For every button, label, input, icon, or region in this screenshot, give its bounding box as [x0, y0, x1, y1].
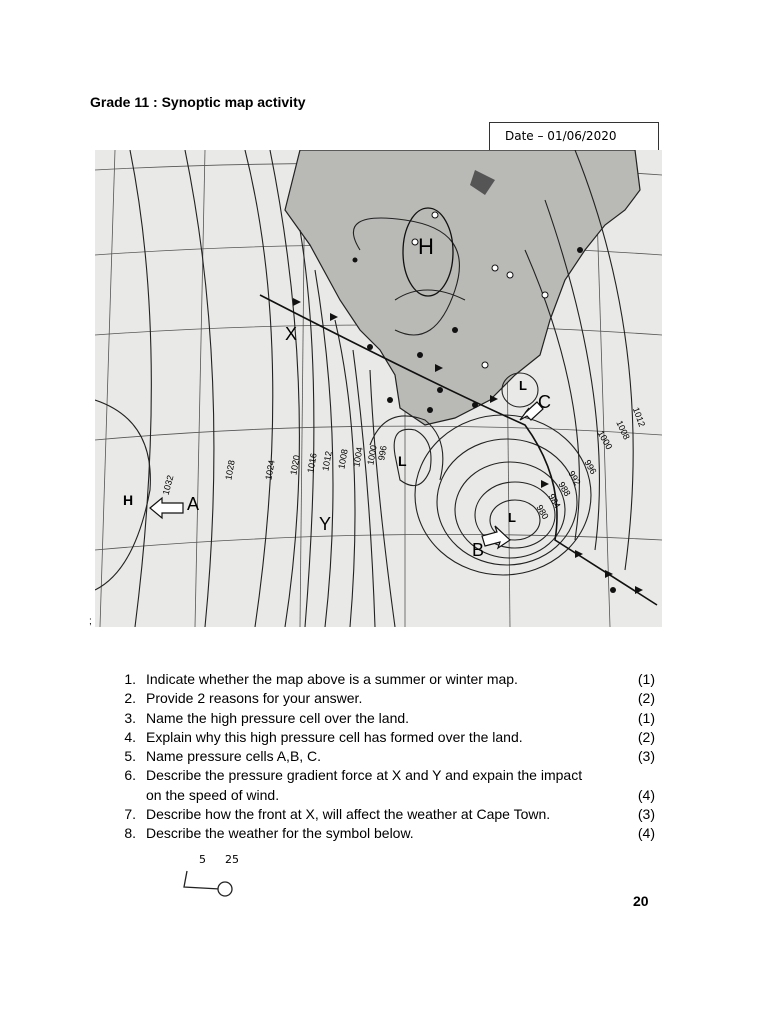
- page-title: Grade 11 : Synoptic map activity: [90, 94, 306, 110]
- question-item: [110, 670, 655, 689]
- isobar-label: 996: [376, 444, 389, 462]
- question-text-continued: on the speed of wind.: [146, 786, 280, 803]
- isobar-label: 1024: [263, 459, 277, 481]
- question-marks: (4): [637, 786, 655, 803]
- synoptic-map-drawing: [95, 150, 662, 627]
- question-number: 8.: [124, 825, 136, 842]
- question-number: 6.: [124, 767, 136, 784]
- isobar-label: 1016: [305, 452, 319, 474]
- question-item: [110, 766, 655, 785]
- question-item-continued: [110, 786, 655, 805]
- question-text: Describe how the front at X, will affect the weather at Cape Town.: [146, 806, 551, 823]
- label-c: C: [538, 392, 551, 412]
- isobar-label: 1008: [336, 448, 350, 470]
- isobar-label: 1000: [365, 444, 379, 466]
- question-number: 7.: [124, 806, 136, 823]
- isobar-label: 996: [582, 457, 599, 477]
- isobar-label: 1028: [223, 459, 237, 481]
- question-text: Provide 2 reasons for your answer.: [146, 690, 363, 707]
- question-text: Describe the weather for the symbol below.: [146, 825, 414, 842]
- question-list: [110, 670, 655, 844]
- total-marks: 20: [633, 893, 649, 909]
- stray-mark: ;: [89, 616, 92, 627]
- question-number: 1.: [124, 671, 136, 687]
- label-h-west: H: [123, 492, 134, 508]
- question-item: [110, 709, 655, 728]
- isobar-label: 1008: [614, 418, 632, 442]
- question-item: [110, 824, 655, 843]
- question-marks: (3): [637, 806, 655, 823]
- isobar-label: 1000: [595, 428, 615, 452]
- question-item: [110, 747, 655, 766]
- question-number: 4.: [124, 728, 136, 745]
- date-box: Date – 01/06/2020: [489, 122, 659, 152]
- isobar-label: 1012: [630, 405, 648, 429]
- question-text: Describe the pressure gradient force at X and Y and expain the impact: [146, 767, 583, 784]
- land-africa: [285, 150, 640, 425]
- isobar-label: 1032: [160, 474, 176, 496]
- question-marks: (4): [637, 825, 655, 842]
- label-h-land: H: [418, 234, 434, 259]
- question-marks: (2): [637, 728, 655, 745]
- label-b: B: [472, 540, 485, 560]
- label-l-south: L: [398, 453, 407, 469]
- question-marks: (1): [637, 709, 655, 726]
- question-text: Explain why this high pressure cell has formed over the land.: [146, 728, 523, 745]
- question-marks-spacer: [625, 766, 655, 785]
- question-item: [110, 728, 655, 747]
- arrow-a-icon: [150, 498, 183, 518]
- label-x: X: [285, 324, 298, 344]
- label-l-b: L: [508, 510, 516, 525]
- isobar-label: 1020: [288, 454, 302, 476]
- question-number: 2.: [124, 690, 136, 707]
- question-marks: (3): [637, 748, 655, 765]
- station-symbol-icon: [180, 867, 240, 917]
- question-marks: (1): [637, 671, 655, 687]
- label-y: Y: [319, 514, 332, 534]
- isobar-label: 992: [566, 468, 583, 488]
- question-text: Indicate whether the map above is a summer or winter map.: [146, 671, 518, 687]
- question-marks: (2): [637, 690, 655, 707]
- question-item: [110, 805, 655, 824]
- question-number: 3.: [124, 709, 136, 726]
- station-temperature: 25: [225, 853, 239, 866]
- label-a: A: [187, 494, 200, 514]
- station-dew-point: 5: [199, 853, 206, 866]
- isobar-label: 1012: [320, 450, 334, 472]
- label-l-east: L: [519, 378, 527, 393]
- isobar-label: 984: [546, 491, 563, 511]
- question-number: 5.: [124, 748, 136, 765]
- synoptic-map: [95, 150, 662, 627]
- question-item: [110, 689, 655, 708]
- pressure-arrows: [150, 402, 543, 548]
- isobar-label: 1004: [351, 446, 365, 468]
- question-text: Name pressure cells A,B, C.: [146, 748, 322, 765]
- question-text: Name the high pressure cell over the land.: [146, 709, 410, 726]
- isobar-label: 980: [534, 502, 551, 522]
- isobar-label: 988: [556, 479, 573, 499]
